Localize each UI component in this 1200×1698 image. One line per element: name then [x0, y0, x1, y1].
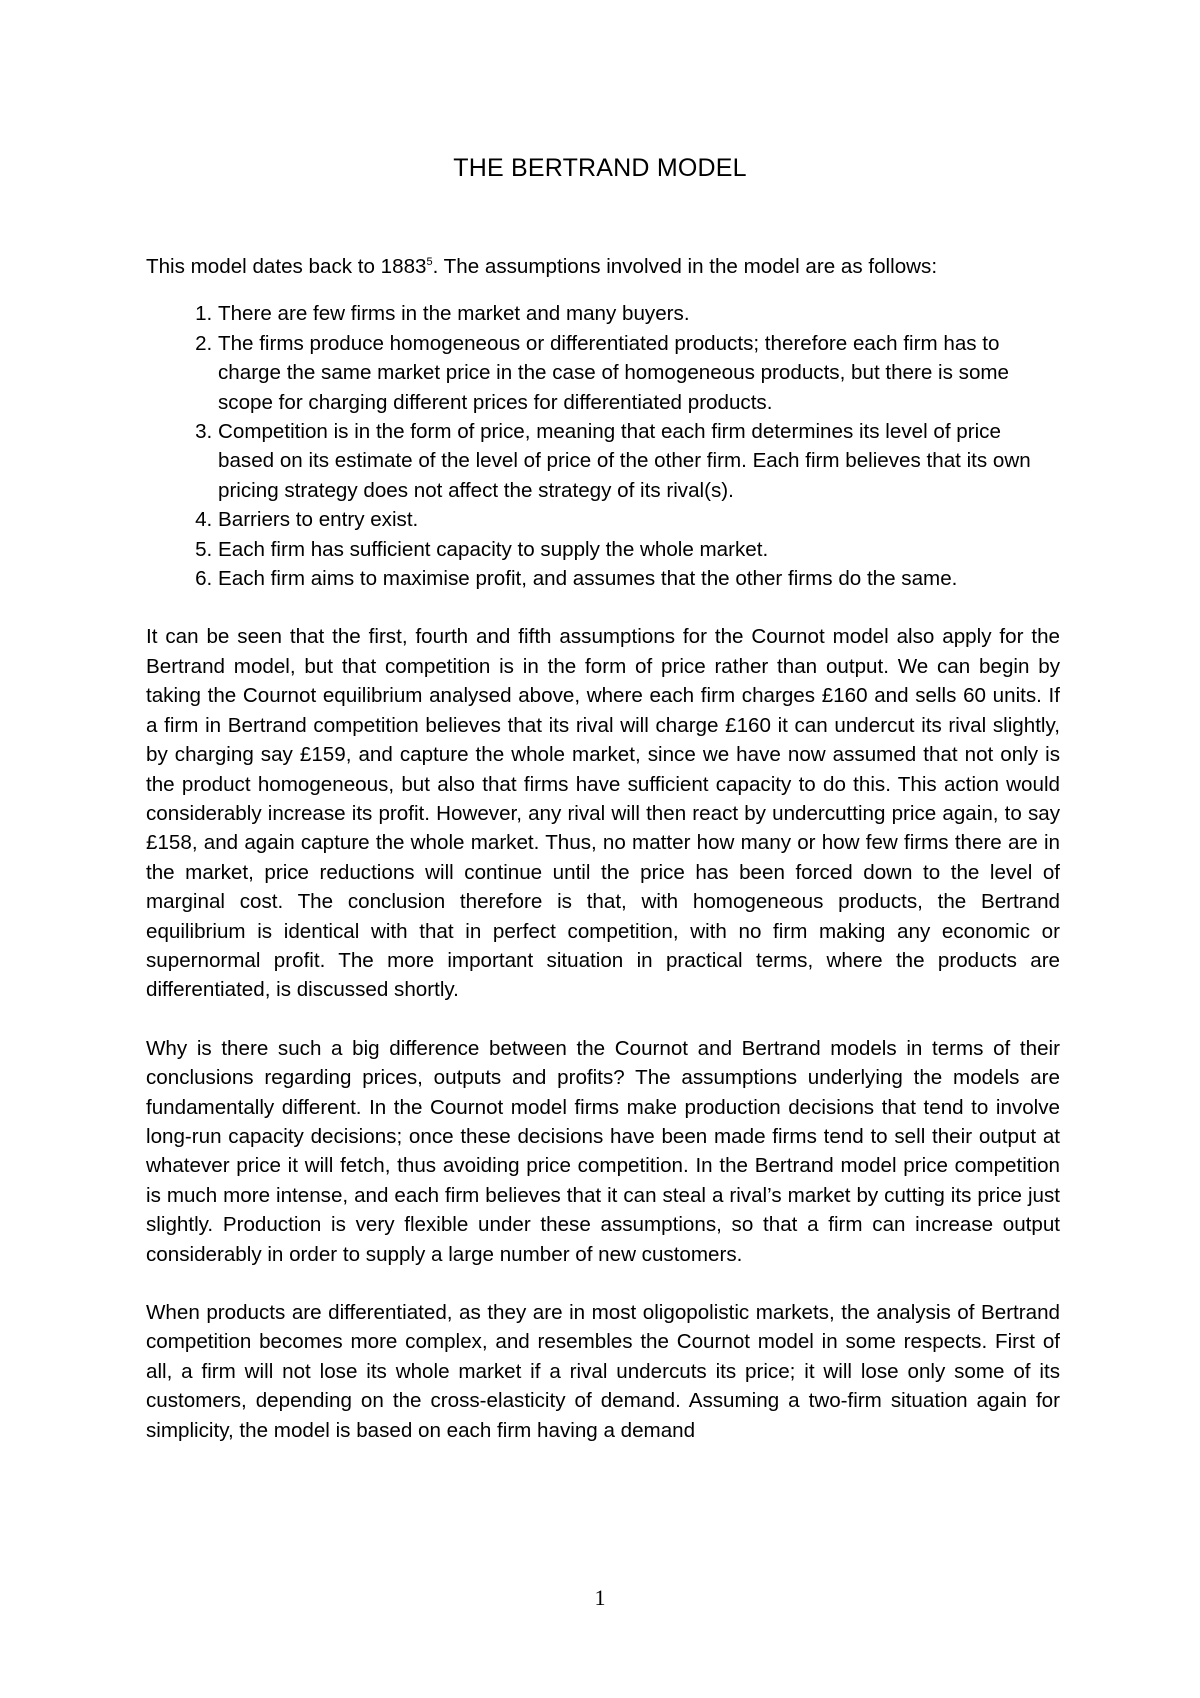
page-number: 1 [594, 1585, 606, 1610]
paragraph-model-differences: Why is there such a big difference between the Cournot and Bertrand models in terms of their conclusions regarding prices, outputs and profits? The assumptions underlying the models are fundamentally different. In the Cournot model firms make production decisions that tend to involve long-run capacity decisions; once these decisions have been made firms tend to sell their output at whatever price it will fetch, thus avoiding price competition. In the Bertrand model price competition is much more intense, and each firm believes that it can steal a rival’s market by cutting its price just slightly. Production is very flexible under these assumptions, so that a firm can increase output considerably in order to supply a large number of new customers. [146, 1036, 1060, 1266]
assumption-item: 1. There are few firms in the market and many buyers. [218, 299, 1060, 328]
assumption-item: 2. The firms produce homogeneous or differentiated products; therefore each firm has to charge the same market price in the case of homogeneous products, but there is some scope for charging different prices for differentiated products. [218, 329, 1060, 417]
document-body [146, 252, 1060, 1474]
paragraph-homogeneous-products: It can be seen that the first, fourth and fifth assumptions for the Cournot model also apply for the Bertrand model, but that competition is in the form of price rather than output. We can begin by taking the Cournot equilibrium analysed above, where each firm charges £160 and sells 60 units. If a firm in Bertrand competition believes that its rival will charge £160 it can undercut its rival slightly, by charging say £159, and capture the whole market, since we have now assumed that not only is the product homogeneous, but also that firms have sufficient capacity to do this. This action would considerably increase its profit. However, any rival will then react by undercutting price again, to say £158, and again capture the whole market. Thus, no matter how many or how few firms there are in the market, price reductions will continue until the price has been forced down to the level of marginal cost. The conclusion therefore is that, with homogeneous products, the Bertrand equilibrium is identical with that in perfect competition, with no firm making any economic or supernormal profit. The more important situation in practical terms, where the products are differentiated, is discussed shortly. [146, 625, 1060, 1002]
assumption-item: 4. Barriers to entry exist. [218, 505, 1060, 534]
assumption-item: 6. Each firm aims to maximise profit, and assumes that the other firms do the same. [218, 564, 1060, 593]
assumption-item: 3. Competition is in the form of price, meaning that each firm determines its level of price based on its estimate of the level of price of the other firm. Each firm believes that its own pricing strategy does not affect the strategy of its rival(s). [218, 417, 1060, 505]
assumptions-list [146, 299, 1060, 593]
footnote-marker: 5 [426, 256, 433, 269]
page-title: THE BERTRAND MODEL [453, 154, 747, 182]
intro-sentence [146, 252, 1060, 281]
assumption-item: 5. Each firm has sufficient capacity to supply the whole market. [218, 535, 1060, 564]
paragraph-differentiated-products: When products are differentiated, as they are in most oligopolistic markets, the analysis of Bertrand competition becomes more complex, and resembles the Cournot model in some respects. First of all, a firm will not lose its whole market if a rival undercuts its price; it will lose only some of its customers, depending on the cross-elasticity of demand. Assuming a two-firm situation again for simplicity, the model is based on each firm having a demand [146, 1301, 1060, 1442]
intro-text-end: . The assumptions involved in the model are as follows: [432, 255, 938, 278]
intro-text-start: This model dates back to 1883 [146, 255, 427, 278]
